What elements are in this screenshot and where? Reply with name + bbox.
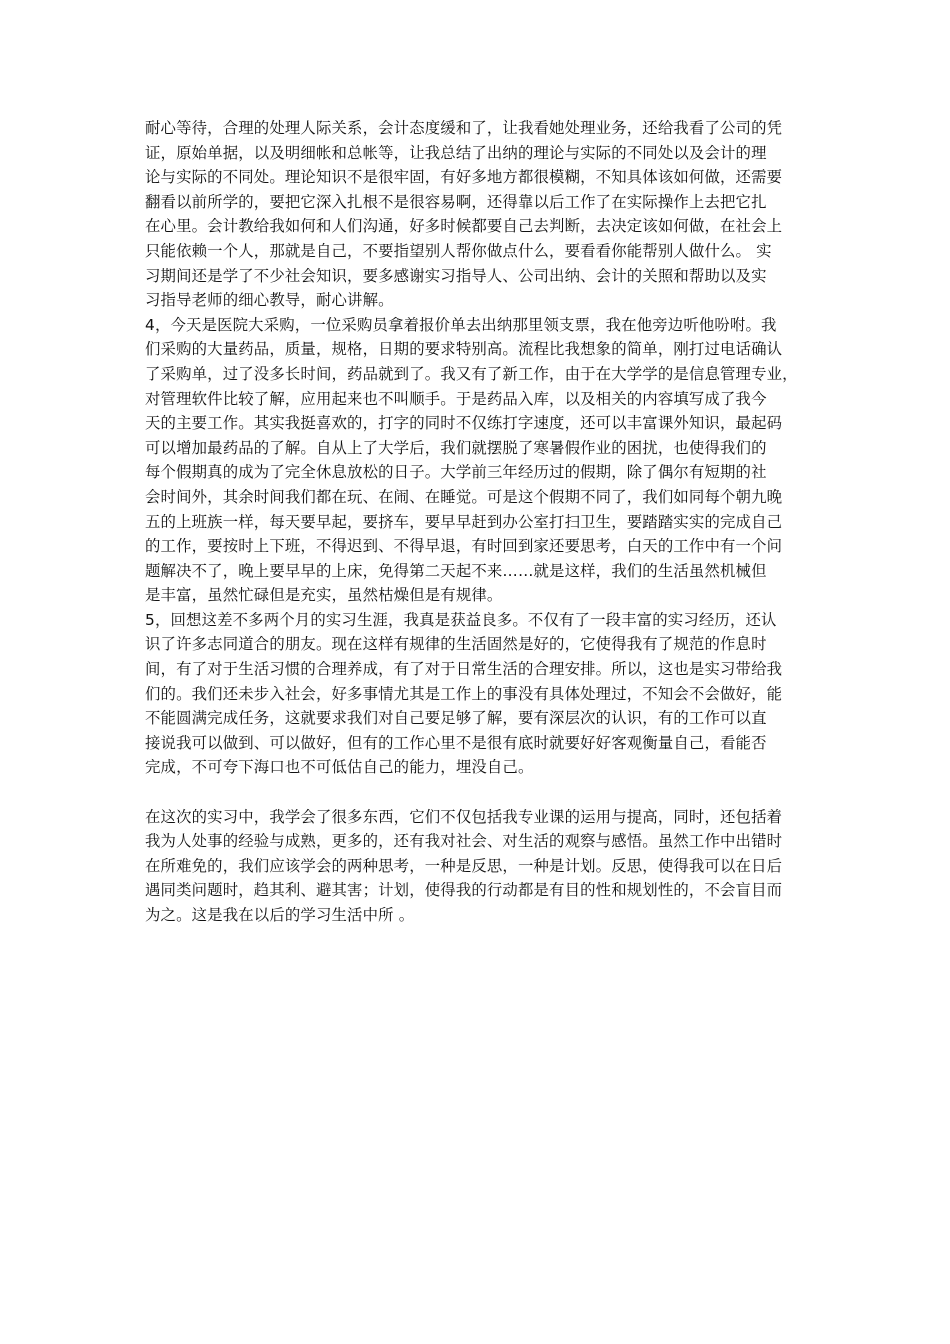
text-line: 我为人处事的经验与成熟，更多的，还有我对社会、对生活的观察与感悟。虽然工作中出错时 [145, 832, 783, 851]
text-line: 可以增加最药品的了解。自从上了大学后，我们就摆脱了寒暑假作业的困扰，也使得我们的 [145, 438, 767, 457]
text-line: 间，有了对于生活习惯的合理养成，有了对于日常生活的合理安排。所以，这也是实习带给我 [145, 660, 783, 679]
document-body [145, 116, 811, 928]
text-line: 题解决不了，晚上要早早的上床，免得第二天起不来……就是这样，我们的生活虽然机械但 [145, 561, 767, 580]
text-line: 天的主要工作。其实我挺喜欢的，打字的同时不仅练打字速度，还可以丰富课外知识，最起码 [145, 414, 783, 433]
text-line: 五的上班族一样，每天要早起，要挤车，要早早赶到办公室打扫卫生，要踏踏实实的完成自己 [145, 512, 783, 531]
text-line: 遇同类问题时，趋其利、避其害；计划，使得我的行动都是有目的性和规划性的，不会盲目而 [145, 881, 783, 900]
text-line: 耐心等待，合理的处理人际关系，会计态度缓和了，让我看她处理业务，还给我看了公司的凭 [145, 119, 783, 137]
text-line: 在这次的实习中，我学会了很多东西，它们不仅包括我专业课的运用与提高，同时，还包括着 [145, 807, 783, 826]
text-line: 在心里。会计教给我如何和人们沟通，好多时候都要自己去判断，去决定该如何做，在社会上 [145, 217, 783, 236]
text-line: 翻看以前所学的，要把它深入扎根不是很容易啊，还得靠以后工作了在实际操作上去把它扎 [145, 192, 767, 211]
text-line: 了采购单，过了没多长时间，药品就到了。我又有了新工作，由于在大学学的是信息管理专业， [145, 364, 798, 383]
text-line: 完成，不可夸下海口也不可低估自己的能力，埋没自己。 [145, 758, 534, 777]
text-line: 的工作，要按时上下班，不得迟到、不得早退，有时回到家还要思考，白天的工作中有一个问 [145, 537, 783, 556]
text-line: 们采购的大量药品，质量，规格，日期的要求特别高。流程比我想象的简单，刚打过电话确认 [145, 340, 783, 359]
text-line: 会时间外，其余时间我们都在玩、在闹、在睡觉。可是这个假期不同了，我们如同每个朝九晚 [145, 487, 783, 506]
text-line: 习指导老师的细心教导，耐心讲解。 [145, 291, 394, 310]
text-line: 们的。我们还未步入社会，好多事情尤其是工作上的事没有具体处理过，不知会不会做好，能 [145, 684, 783, 703]
text-line: 只能依赖一个人，那就是自己，不要指望别人帮你做点什么，要看看你能帮别人做什么。 实 [145, 241, 772, 260]
text-line: 每个假期真的成为了完全休息放松的日子。大学前三年经历过的假期，除了偶尔有短期的社 [145, 463, 767, 482]
text-line: 不能圆满完成任务，这就要求我们对自己要足够了解，要有深层次的认识，有的工作可以直 [145, 709, 767, 728]
text-line: 习期间还是学了不少社会知识，要多感谢实习指导人、公司出纳、会计的关照和帮助以及实 [145, 266, 767, 285]
text-line: 证，原始单据，以及明细帐和总帐等，让我总结了出纳的理论与实际的不同处以及会计的理 [145, 143, 767, 162]
text-line: 对管理软件比较了解，应用起来也不叫顺手。于是药品入库，以及相关的内容填写成了我今 [145, 389, 767, 408]
text-line: 5，回想这差不多两个月的实习生涯，我真是获益良多。不仅有了一段丰富的实习经历，还认 [145, 610, 777, 629]
text-line: 在所难免的，我们应该学会的两种思考，一种是反思，一种是计划。反思，使得我可以在日后 [145, 856, 783, 875]
text-line: 识了许多志同道合的朋友。现在这样有规律的生活固然是好的，它使得我有了规范的作息时 [145, 635, 767, 654]
paragraph-break [145, 780, 811, 805]
text-line: 接说我可以做到、可以做好，但有的工作心里不是很有底时就要好好客观衡量自己，看能否 [145, 733, 767, 752]
text-line: 是丰富，虽然忙碌但是充实，虽然枯燥但是有规律。 [145, 586, 503, 605]
text-line: 为之。这是我在以后的学习生活中所 。 [145, 906, 415, 924]
text-line: 4，今天是医院大采购，一位采购员拿着报价单去出纳那里领支票，我在他旁边听他吩咐。我 [145, 315, 777, 334]
text-line: 论与实际的不同处。理论知识不是很牢固，有好多地方都很模糊，不知具体该如何做，还需要 [145, 168, 783, 187]
